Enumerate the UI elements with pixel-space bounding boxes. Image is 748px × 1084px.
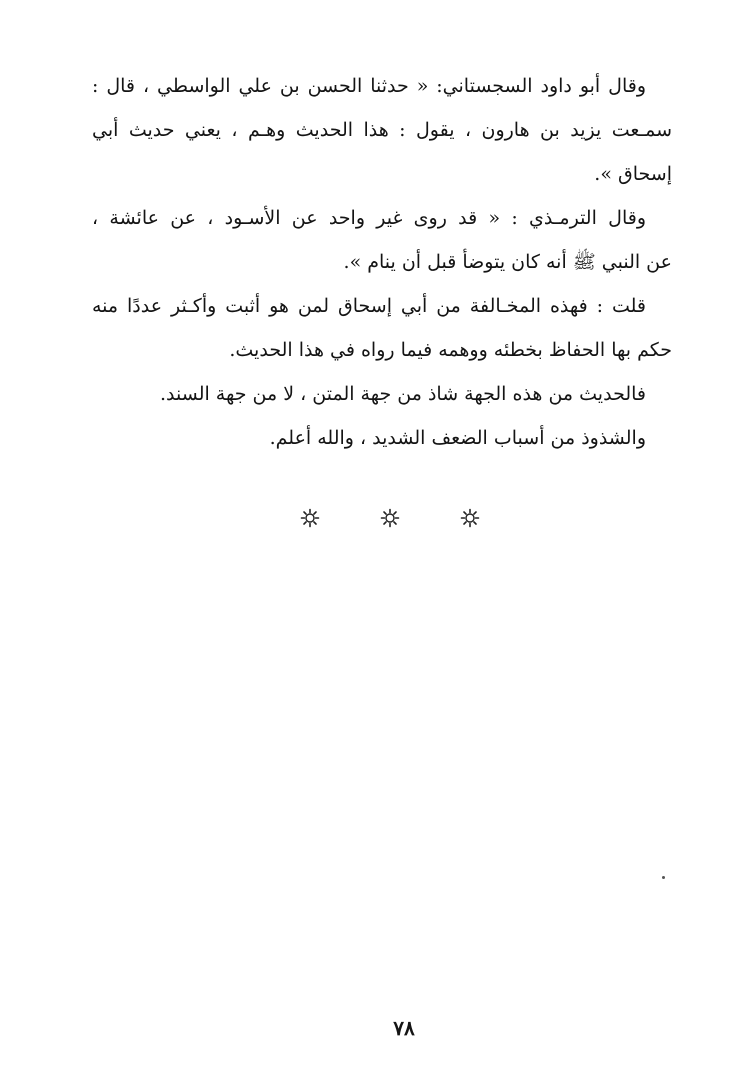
paragraph-5-line-1: والشذوذ من أسباب الضعف الشديد ، والله أعلم. — [269, 427, 646, 449]
flower-ornament-icon — [300, 508, 320, 528]
main-text — [92, 64, 672, 460]
paragraph-4-line-1: فالحديث من هذه الجهة شاذ من جهة المتن ، لا من جهة السند. — [160, 383, 646, 405]
paragraph-3-line-2: حكم بها الحفاظ بخطئه ووهمه فيما رواه في هذا الحديث. — [229, 339, 672, 361]
flower-ornament-icon — [380, 508, 400, 528]
section-divider — [300, 505, 480, 531]
paragraph-1-line-1: وقال أبو داود السجستاني: « حدثنا الحسن بن علي الواسطي ، قال : — [92, 75, 646, 97]
scan-speck — [662, 876, 665, 879]
paragraph-1-line-3: إسحاق ». — [594, 163, 672, 185]
paragraph-3-line-1: قلت : فهذه المخـالفة من أبي إسحاق لمن هو أثبت وأكـثر عددًا منه — [92, 295, 646, 317]
paragraph-2-line-1: وقال الترمـذي : « قد روى غير واحد عن الأسـود ، عن عائشة ، — [92, 207, 646, 229]
page-number: ٧٨ — [393, 1016, 415, 1040]
paragraph-1-line-2: سمـعت يزيد بن هارون ، يقول : هذا الحديث وهـم ، يعني حديث أبي — [92, 119, 672, 141]
flower-ornament-icon — [460, 508, 480, 528]
paragraph-2-line-2: عن النبي ﷺ أنه كان يتوضأ قبل أن ينام ». — [343, 251, 672, 273]
